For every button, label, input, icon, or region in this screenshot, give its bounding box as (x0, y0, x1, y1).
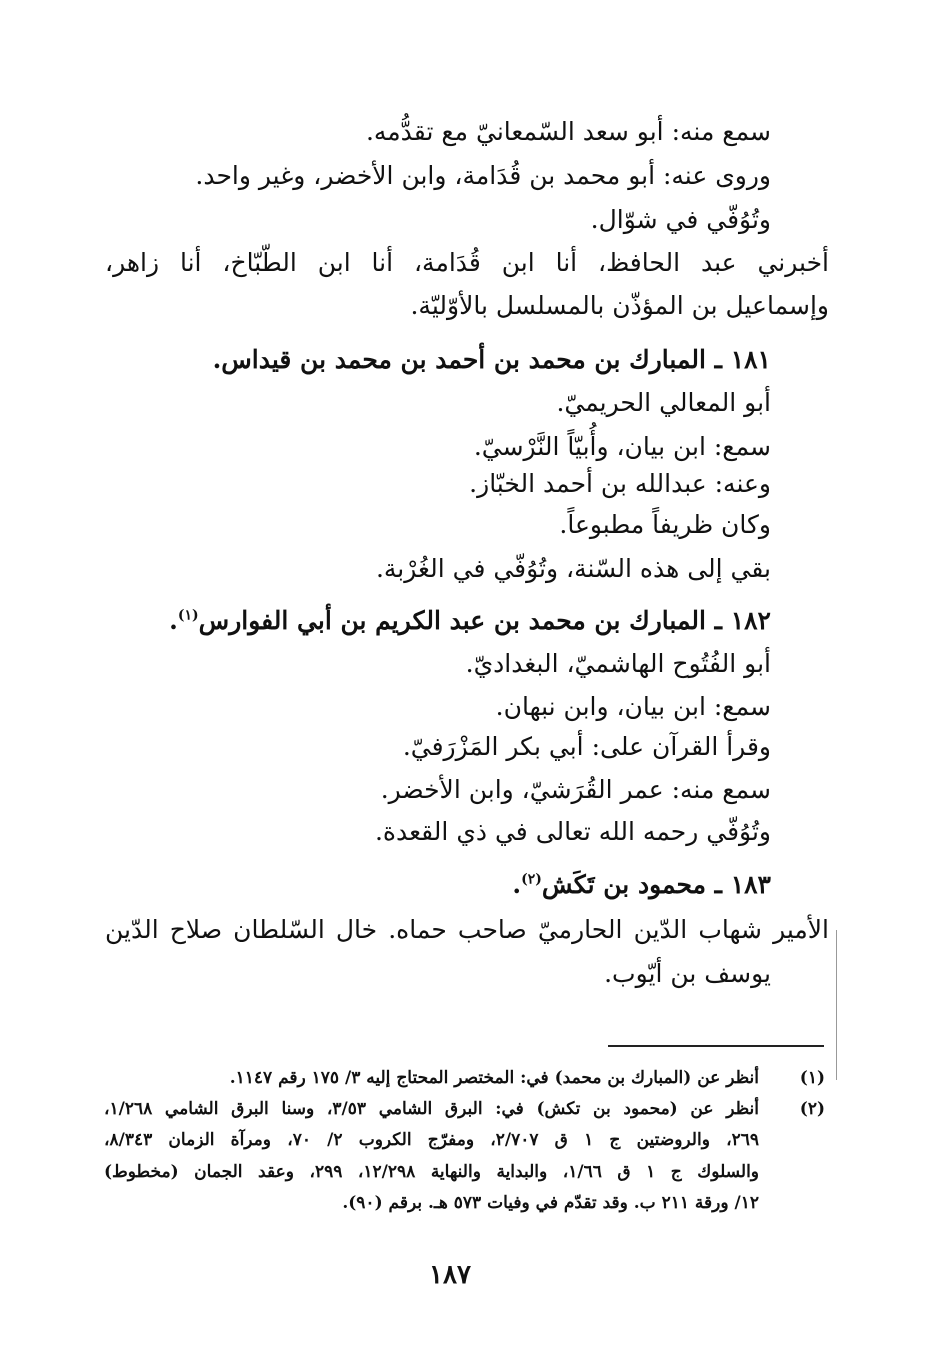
page-number: ١٨٧ (429, 1260, 471, 1290)
text-line: وعنه: عبدالله بن أحمد الخبّاز. (469, 469, 771, 498)
text-line: وروى عنه: أبو محمد بن قُدَامة، وابن الأخضر، وغير واحد. (195, 161, 771, 190)
footnote-2-number: (٢) (799, 1099, 825, 1119)
footnote-ref-2: (٢) (521, 871, 542, 888)
text-line: سمع منه: عمر القُرَشيّ، وابن الأخضر. (380, 775, 771, 804)
text-line: سمع: ابن بيان، وأُبيّاً النَّرْسيّ. (473, 432, 771, 461)
text-line: وقرأ القرآن على: أبي بكر المَزْرَفيّ. (402, 732, 771, 761)
text-line: أبو الفُتُوح الهاشميّ، البغداديّ. (465, 649, 771, 678)
footnote-2-line: ١٢/ ورقة ٢١١ ب. وقد تقدّم في وفيات ٥٧٣ هـ. برقم (٩٠). (342, 1193, 759, 1213)
text-line: سمع: ابن بيان، وابن نبهان. (495, 692, 771, 721)
text-line: أخبرني عبد الحافظ، أنا ابن قُدَامة، أنا ابن الطّبّاخ، أنا زاهر، (105, 248, 829, 277)
entry-heading-182-text: ١٨٢ ـ المبارك بن محمد بن عبد الكريم بن أبي الفوارس (198, 606, 771, 635)
footnote-ref-1: (١) (177, 607, 199, 624)
entry-heading-183: ١٨٣ ـ محمود بن تَكَش$^{(٢)}$. (512, 870, 771, 899)
footnote-2-line: والسلوك ج ١ ق ١/٦٦، والبداية والنهاية ١٢/٢٩٨، ٢٩٩، وعقد الجمان (مخطوط) (104, 1162, 759, 1182)
text-line: الأمير شهاب الدّين الحارميّ صاحب حماه. خال السّلطان صلاح الدّين (105, 915, 829, 944)
text-line: وإسماعيل بن المؤذّن بالمسلسل بالأوّليّة. (410, 291, 829, 320)
text-line: وكان ظريفاً مطبوعاً. (559, 510, 771, 539)
text-line: يوسف بن أيّوب. (604, 959, 771, 988)
text-line: أبو المعالي الحريميّ. (556, 388, 771, 417)
entry-heading-183-text: ١٨٣ ـ محمود بن تَكَش (541, 870, 771, 899)
footnote-2-line: ٢٦٩، والروضتين ج ١ ق ٢/٧٠٧، ومفرّج الكروب ٢/ ٧٠، ومرآة الزمان ٨/٣٤٣، (104, 1130, 759, 1150)
footnote-1-number: (١) (799, 1068, 825, 1088)
text-line: سمع منه: أبو سعد السّمعانيّ مع تقدُّمه. (365, 117, 771, 146)
text-line: وتُوُفّي رحمه الله تعالى في ذي القعدة. (374, 817, 771, 846)
footnote-1-text: أنظر عن (المبارك بن محمد) في: المختصر المحتاج إليه ٣/ ١٧٥ رقم ١١٤٧. (229, 1068, 759, 1088)
text-line: وتُوُفّي في شوّال. (590, 205, 771, 234)
footnote-2-line: أنظر عن (محمود بن تكش) في: البرق الشامي ٣/٥٣، وسنا البرق الشامي ١/٢٦٨، (104, 1099, 759, 1119)
entry-heading-182: ١٨٢ ـ المبارك بن محمد بن عبد الكريم بن أبي الفوارس$^{(١)}$. (169, 606, 771, 635)
text-line: بقي إلى هذه السّنة، وتُوُفّي في الغُرْبة. (375, 554, 771, 583)
footnote-separator (608, 1045, 824, 1047)
margin-rule (836, 930, 837, 1080)
entry-heading-181: ١٨١ ـ المبارك بن محمد بن أحمد بن محمد بن قيداس. (212, 345, 771, 374)
